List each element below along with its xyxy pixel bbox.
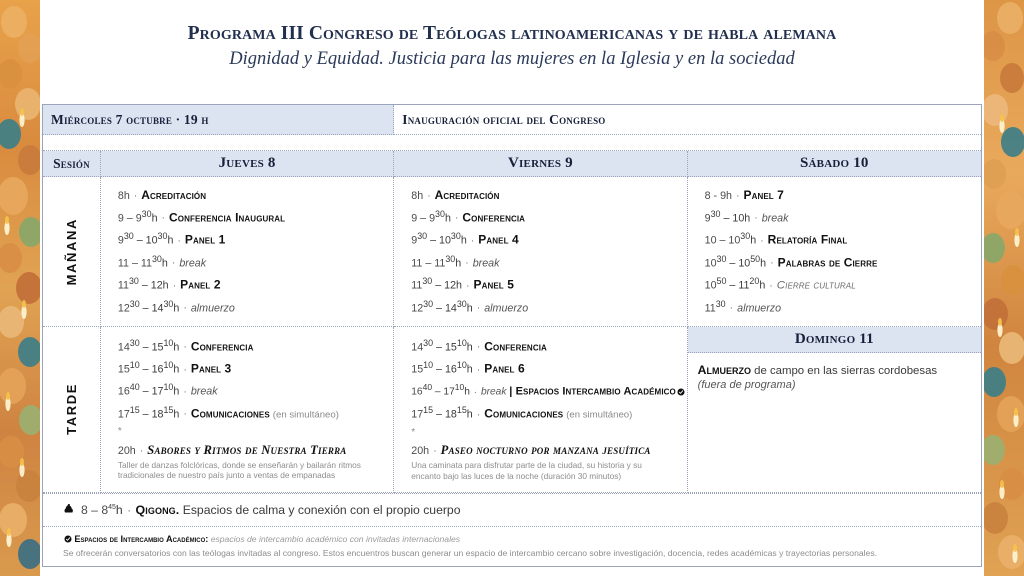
evening-activity-viernes: 20h · Paseo nocturno por manzana jesuítica Una caminata para disfrutar parte de la ciudad, su historia y su encanto bajo las luces de la noche (duración 30 minutos) [411, 443, 669, 482]
schedule-entry: $12^{30} - 14^{30}h$ · almuerzo [117, 298, 235, 315]
domingo-body [688, 353, 981, 402]
schedule-entry: $17^{15} - 18^{15}h$ · Comunicaciones (en simultáneo) [411, 405, 633, 421]
schedule-entry: 8h · Acreditación [411, 188, 500, 202]
entry-event: break [190, 386, 218, 398]
schedule-entry: $14^{30} - 15^{10}h$ · Conferencia [411, 337, 547, 354]
entry-time-suffix: h [464, 386, 470, 398]
entry-event: Comunicaciones [484, 406, 564, 421]
entry-time-min: 30 [740, 231, 751, 242]
column-header-jueves-8 [101, 151, 394, 177]
asterisk-marker: * [117, 426, 122, 438]
entry-event: Conferencia [190, 339, 254, 354]
entry-time2: – 10 [726, 257, 751, 270]
entry-time: 10 [704, 279, 717, 292]
entry-time-suffix: h [466, 302, 473, 315]
spacer-cell [43, 135, 981, 151]
entry-time-suffix: h [750, 234, 757, 247]
evening-title: Paseo nocturno por manzana jesuítica [440, 443, 651, 458]
entry-time: 9 [117, 234, 124, 247]
entry-event: Panel 7 [743, 188, 784, 202]
schedule-entry: $11 - 11^{30}h$ · break [411, 253, 500, 270]
filled-circle-marker-icon [677, 388, 685, 396]
entry-event: Acreditación [434, 188, 500, 202]
entry-time: 11 – 11 [117, 257, 152, 270]
schedule-entry: $11^{30}$ · almuerzo [704, 298, 782, 315]
schedule-entry: $9 - 9^{30}h$ · Conferencia Inaugural [117, 208, 286, 225]
session-label-afternoon [43, 327, 101, 493]
entry-time: 8 - 9h [704, 190, 732, 202]
entry-time: 17 [411, 408, 424, 421]
entry-event: almuerzo [190, 302, 235, 315]
entry-event: Conferencia [462, 210, 526, 225]
entry-time2: – 11 [726, 279, 750, 292]
schedule-entry: $15^{10} - 16^{10}h$ · Panel 6 [411, 360, 525, 376]
opening-event-cell [394, 105, 981, 135]
entry-time-min2: 10 [163, 360, 174, 370]
artwork-faces-candles-left [0, 0, 40, 576]
entry-time: 14 [411, 341, 424, 354]
morning-viernes-cell [394, 177, 687, 327]
footnote-block [43, 526, 981, 566]
entry-time-min: 10 [129, 360, 140, 370]
schedule-entry: 8h · Acreditación [117, 188, 207, 202]
entry-time-suffix: h [466, 341, 473, 354]
qigong-text: $8 - 8^{45}h$ · Qigong. Espacios de calma y conexión con el propio cuerpo [81, 502, 461, 517]
entry-time2: – 10 [133, 234, 158, 247]
entry-time: 16 [411, 386, 423, 398]
entry-event: break [480, 386, 507, 398]
afternoon-viernes-cell [394, 327, 687, 493]
domingo-activity [698, 363, 971, 379]
footnote-head [63, 533, 971, 546]
entry-time: 14 [117, 341, 130, 354]
entry-time-suffix: h [173, 341, 180, 354]
entry-time-min: 15 [129, 404, 140, 415]
entry-event: Acreditación [141, 188, 207, 202]
entry-time-min: 30 [423, 337, 434, 348]
jueves-label: Jueves 8 [218, 155, 276, 171]
opening-date-cell [43, 105, 394, 135]
evening-activity-jueves: 20h · Sabores y Ritmos de Nuestra Tierra Taller de danzas folclóricas, donde se enseñarán y bailarán ritmos tradicionales de nuestro país junto a ventas de empanadas [118, 443, 376, 482]
entry-time-suffix: h [759, 279, 766, 292]
domingo-cell [688, 327, 981, 493]
entry-time-suffix: h [173, 386, 180, 398]
entry-event: break [472, 257, 500, 270]
entry-event: Palabras de Cierre [777, 255, 878, 270]
opening-date-label: Miércoles 7 octubre · 19 h [51, 111, 209, 127]
entry-time-min2: 10 [456, 337, 467, 348]
entry-time2: – 17 [432, 386, 455, 398]
entry-time-min2: 15 [456, 405, 467, 416]
column-header-viernes-9 [394, 151, 687, 177]
entry-event: Cierre cultural [776, 279, 856, 292]
morning-sabado-entries [696, 181, 973, 322]
entry-event: Panel 3 [190, 361, 232, 376]
entry-time-min: 30 [141, 208, 152, 219]
entry-time-min: 40 [422, 382, 433, 393]
evening-description: Taller de danzas folclóricas, donde se enseñarán y bailarán ritmos tradicionales de nuestro país junto a ventas de empanadas [117, 459, 361, 481]
sesion-label: Sesión [53, 155, 90, 171]
entry-time-min: 30 [435, 208, 445, 219]
artwork-faces-candles-right [984, 0, 1024, 576]
spacer-row [43, 135, 981, 151]
entry-event: Panel 6 [484, 361, 525, 376]
entry-time-suffix: h [151, 212, 158, 225]
schedule-entry: $16^{40} - 17^{10}h$ · break [117, 382, 218, 398]
entry-time-min: 30 [715, 298, 726, 309]
afternoon-jueves-cell [101, 327, 394, 493]
entry-extra: | Espacios Intercambio Académico [509, 385, 676, 398]
entry-time: 9 – 9 [117, 212, 142, 225]
entry-time-min: 15 [423, 405, 434, 416]
entry-time2: – 12h [138, 279, 169, 292]
schedule-entry: $14^{30} - 15^{10}h$ · Conferencia [117, 337, 254, 354]
hand-candle-icon [63, 501, 76, 519]
viernes-label: Viernes 9 [508, 155, 573, 171]
entry-time-min: 30 [417, 231, 428, 242]
entry-time: 11 [411, 279, 423, 292]
entry-time-min: 30 [123, 231, 134, 242]
entry-time2: – 15 [433, 341, 457, 354]
entry-time: 12 [411, 302, 424, 315]
entry-event: Panel 5 [473, 277, 514, 292]
entry-time2: – 17 [139, 386, 164, 398]
entry-time: 11 [117, 279, 129, 292]
entry-event: almuerzo [737, 302, 782, 315]
schedule-entry: 8 - 9h · Panel 7 [704, 188, 784, 202]
page-title-block [44, 22, 980, 71]
evening-time: 20h [411, 445, 430, 458]
footnote-title: Espacios de Intercambio Académico: [74, 533, 209, 544]
schedule-entry: $10 - 10^{30}h$ · Relatoría Final [704, 231, 848, 247]
entry-time-suffix: h [460, 234, 467, 247]
entry-time2: – 18 [139, 408, 164, 421]
program-table [42, 104, 982, 567]
entry-time: 15 [411, 363, 424, 376]
domingo-label: Domingo 11 [794, 330, 874, 347]
column-header-domingo-11 [688, 327, 981, 353]
entry-time-suffix: h [161, 257, 168, 270]
morning-text: MAÑANA [63, 217, 79, 285]
day-header-row [43, 151, 981, 177]
entry-time-min: 30 [422, 276, 433, 287]
schedule-entry: $9^{30} - 10h$ · break [704, 208, 789, 225]
entry-time-min2: 20 [749, 276, 760, 287]
entry-time: 8h [117, 190, 130, 202]
schedule-entry: $17^{15} - 18^{15}h$ · Comunicaciones (en simultáneo) [117, 404, 339, 421]
evening-title: Sabores y Ritmos de Nuestra Tierra [147, 442, 347, 457]
morning-jueves-cell [101, 177, 394, 327]
entry-time-min2: 10 [163, 337, 174, 348]
qigong-time-suffix: h [115, 502, 123, 517]
entry-time-min: 30 [716, 253, 727, 264]
qigong-time-min: 45 [108, 503, 116, 511]
entry-time-min2: 10 [454, 382, 465, 393]
entry-time: 15 [117, 363, 130, 376]
opening-row [43, 105, 981, 135]
morning-viernes-entries [402, 181, 678, 322]
column-header-sabado-10 [688, 151, 981, 177]
asterisk-marker: * [411, 426, 416, 438]
entry-time2: – 14 [139, 302, 164, 315]
entry-time-suffix: h [167, 234, 174, 247]
entry-event: Panel 1 [184, 232, 226, 247]
schedule-entry: $9 - 9^{30}h$ · Conferencia [411, 208, 526, 225]
qigong-time: 8 – 8 [81, 502, 109, 517]
domingo-text: de campo en las sierras cordobesas [750, 364, 938, 377]
entry-time: 12 [117, 302, 130, 315]
entry-time-suffix: h [444, 212, 451, 225]
decorative-artwork-strip-right [984, 0, 1024, 576]
morning-row [43, 177, 981, 327]
domingo-note: (fuera de programa) [697, 379, 796, 392]
schedule-entry: $9^{30} - 10^{30}h$ · Panel 4 [411, 231, 519, 247]
footnote-subtitle: espacios de intercambio académico con invitadas internacionales [208, 533, 461, 544]
schedule-entry: $16^{40} - 17^{10}h$ · break | Espacios Intercambio Académico [411, 382, 669, 399]
entry-time: 8h [411, 190, 424, 202]
entry-time: 10 [704, 257, 717, 270]
entry-time-min2: 30 [157, 231, 168, 242]
entry-time2: – 18 [433, 408, 457, 421]
entry-time-min: 10 [423, 360, 434, 370]
entry-time: 17 [117, 408, 130, 421]
entry-time: 9 [704, 212, 711, 225]
entry-time-min: 40 [129, 382, 140, 393]
domingo-lead: Almuerzo [697, 362, 751, 377]
column-header-sesion [43, 151, 101, 177]
entry-time2: – 14 [433, 302, 457, 315]
schedule-entry: $11^{30} - 12h$ · Panel 2 [117, 276, 221, 292]
entry-time-min: 30 [129, 298, 140, 309]
qigong-description: Espacios de calma y conexión con el propio cuerpo [179, 502, 461, 517]
entry-time-min2: 10 [163, 382, 174, 393]
session-label-morning [43, 177, 101, 327]
entry-time-suffix: h [173, 363, 180, 376]
entry-time-suffix: h [760, 257, 767, 270]
entry-event: Conferencia [484, 339, 547, 354]
evening-description: Una caminata para disfrutar parte de la ciudad, su historia y su encanto bajo las luces de la noche (duración 30 minutos) [411, 459, 642, 481]
entry-event: Comunicaciones [190, 406, 270, 421]
afternoon-text: TARDE [63, 383, 79, 435]
page-subtitle: Dignidad y Equidad. Justicia para las mujeres en la Iglesia y en la sociedad [229, 49, 795, 69]
entry-event: Conferencia Inaugural [169, 210, 286, 225]
entry-event: Panel 2 [180, 277, 221, 292]
entry-event: almuerzo [484, 302, 529, 315]
entry-time-min2: 15 [163, 404, 174, 415]
entry-time-suffix: h [466, 408, 473, 421]
entry-time2: – 16 [139, 363, 164, 376]
entry-time-min: 30 [445, 253, 456, 264]
entry-time2: – 12h [432, 279, 462, 292]
entry-time: 16 [117, 386, 130, 398]
evening-time: 20h [117, 444, 136, 457]
entry-time: 11 – 11 [411, 257, 446, 270]
entry-event: break [179, 257, 207, 270]
entry-note: (en simultáneo) [566, 409, 633, 421]
qigong-label: Qigong. [135, 502, 180, 517]
schedule-entry: $9^{30} - 10^{30}h$ · Panel 1 [117, 231, 226, 247]
sabado-label: Sábado 10 [799, 155, 869, 171]
entry-time-min2: 10 [456, 360, 467, 370]
entry-time-min2: 30 [456, 298, 467, 309]
schedule-entry: $12^{30} - 14^{30}h$ · almuerzo [411, 298, 529, 315]
schedule-entry: $11^{30} - 12h$ · Panel 5 [411, 276, 514, 292]
entry-time-min: 30 [128, 276, 139, 287]
entry-time-min2: 50 [750, 253, 761, 264]
entry-time-suffix: h [466, 363, 473, 376]
morning-sabado-cell [688, 177, 981, 327]
footnote-body: Se ofrecerán conversatorios con las teólogas invitadas al congreso. Estos encuentros buscan generar un espacio de intercambio cercano sobre investigación, docencia, redes académicas y trayectorias personales. [63, 547, 877, 558]
entry-event: Panel 4 [478, 232, 519, 247]
entry-time: 10 – 10 [704, 234, 741, 247]
schedule-entry: $10^{50} - 11^{20}h$ · Cierre cultural [704, 276, 856, 292]
entry-time2: – 16 [433, 363, 457, 376]
entry-time-min: 30 [423, 298, 434, 309]
page-title: Programa III Congreso de Teólogas latinoamericanas y de habla alemana [187, 23, 837, 44]
entry-time2: – 15 [139, 341, 164, 354]
afternoon-jueves-entries [109, 331, 385, 488]
qigong-row [43, 493, 981, 526]
entry-time-min: 30 [710, 208, 721, 219]
entry-time: 11 [704, 302, 716, 315]
entry-time-min2: 30 [450, 231, 461, 242]
entry-time-min: 50 [716, 276, 727, 287]
entry-time-min: 30 [129, 337, 140, 348]
afternoon-viernes-entries [402, 331, 678, 488]
entry-time-suffix: h [455, 257, 462, 270]
entry-time2: – 10 [427, 234, 451, 247]
entry-time: 9 – 9 [411, 212, 436, 225]
entry-time-suffix: h [173, 408, 180, 421]
entry-event: break [761, 212, 789, 225]
decorative-artwork-strip-left [0, 0, 40, 576]
afternoon-row [43, 327, 981, 493]
filled-circle-marker-icon [64, 534, 72, 542]
entry-time-min2: 30 [163, 298, 174, 309]
entry-time-min: 30 [151, 253, 162, 264]
schedule-entry: $15^{10} - 16^{10}h$ · Panel 3 [117, 360, 232, 376]
morning-jueves-entries [109, 181, 385, 322]
entry-time2: – 10h [720, 212, 751, 225]
entry-event: Relatoría Final [767, 232, 848, 247]
schedule-entry: $10^{30} - 10^{50}h$ · Palabras de Cierre [704, 253, 878, 270]
schedule-entry: $11 - 11^{30}h$ · break [117, 253, 207, 270]
entry-time-suffix: h [173, 302, 180, 315]
entry-note: (en simultáneo) [272, 409, 339, 421]
entry-time: 9 [411, 234, 418, 247]
opening-event-label: Inauguración oficial del Congreso [402, 111, 606, 127]
